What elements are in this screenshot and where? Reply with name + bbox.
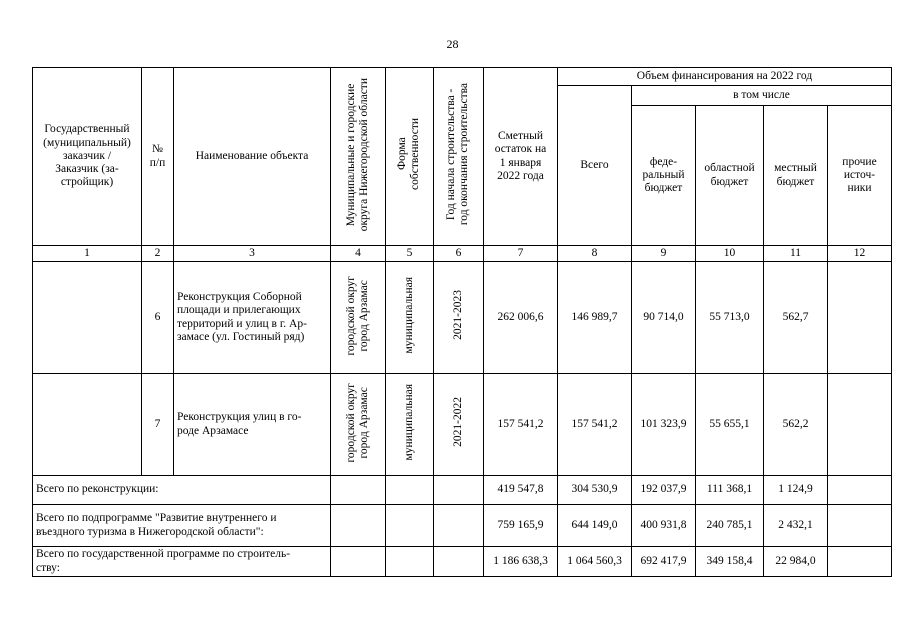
total-row [33,505,892,547]
col-number: 8 [558,246,632,262]
total-regional: 111 368,1 [696,476,764,505]
header-total: Всего [558,86,632,246]
cell-local: 562,2 [764,374,828,476]
cell-municipality: городской округ город Арзамас [331,374,386,476]
total-other [828,505,892,547]
total-federal: 192 037,9 [632,476,696,505]
total-total: 644 149,0 [558,505,632,547]
total-balance: 419 547,8 [484,476,558,505]
cell-ownership: муниципальная [386,262,434,374]
cell-total: 157 541,2 [558,374,632,476]
cell-num: 6 [142,262,174,374]
header-balance: Сметный остаток на 1 января 2022 года [484,68,558,246]
col-number: 5 [386,246,434,262]
col-number: 2 [142,246,174,262]
financing-table [32,67,892,577]
col-number: 7 [484,246,558,262]
header-num: № п/п [142,68,174,246]
cell-regional: 55 713,0 [696,262,764,374]
total-row [33,476,892,505]
total-total: 304 530,9 [558,476,632,505]
cell-object-name: Реконструкция улиц в го- роде Арзамасе [174,374,331,476]
cell-federal: 101 323,9 [632,374,696,476]
col-number: 9 [632,246,696,262]
total-row [33,547,892,577]
total-federal: 400 931,8 [632,505,696,547]
cell-years: 2021-2022 [434,374,484,476]
header-row [33,68,892,86]
col-number: 4 [331,246,386,262]
total-other [828,476,892,505]
cell-balance: 157 541,2 [484,374,558,476]
total-other [828,547,892,577]
header-incl: в том числе [632,86,892,106]
total-local: 1 124,9 [764,476,828,505]
cell-local: 562,7 [764,262,828,374]
header-regional: областной бюджет [696,106,764,246]
total-local: 22 984,0 [764,547,828,577]
cell-total: 146 989,7 [558,262,632,374]
col-number: 1 [33,246,142,262]
total-label: Всего по государственной программе по строитель- ству: [33,547,331,577]
header-local: местный бюджет [764,106,828,246]
cell-years: 2021-2023 [434,262,484,374]
total-balance: 1 186 638,3 [484,547,558,577]
page-number: 28 [446,37,459,51]
total-federal: 692 417,9 [632,547,696,577]
cell-other [828,262,892,374]
header-federal: феде- ральный бюджет [632,106,696,246]
cell-num: 7 [142,374,174,476]
total-local: 2 432,1 [764,505,828,547]
table-row [33,374,892,476]
col-number: 3 [174,246,331,262]
total-balance: 759 165,9 [484,505,558,547]
col-number: 12 [828,246,892,262]
total-total: 1 064 560,3 [558,547,632,577]
cell-ownership: муниципальная [386,374,434,476]
total-regional: 349 158,4 [696,547,764,577]
cell-other [828,374,892,476]
cell-regional: 55 655,1 [696,374,764,476]
cell-object-name: Реконструкция Соборной площади и прилегающих территорий и улиц в г. Ар- замасе (ул. Гостиный ряд) [174,262,331,374]
total-label: Всего по подпрограмме "Развитие внутреннего и въездного туризма в Нижегородской области": [33,505,331,547]
total-label: Всего по реконструкции: [33,476,331,505]
cell-customer [33,262,142,374]
col-number: 11 [764,246,828,262]
table-row [33,262,892,374]
col-number: 10 [696,246,764,262]
header-ownership: Форма собственности [386,68,434,246]
cell-customer [33,374,142,476]
header-years: Год начала строительства - год окончания строительства [434,68,484,246]
cell-federal: 90 714,0 [632,262,696,374]
cell-municipality: городской округ город Арзамас [331,262,386,374]
column-numbers-row [33,246,892,262]
header-name: Наименование объекта [174,68,331,246]
total-regional: 240 785,1 [696,505,764,547]
header-funding-group: Объем финансирования на 2022 год [558,68,892,86]
header-municipality: Муниципальные и городские округа Нижегородской области [331,68,386,246]
header-other: прочие источ- ники [828,106,892,246]
header-customer: Государственный (муниципальный) заказчик / Заказчик (за- стройщик) [33,68,142,246]
cell-balance: 262 006,6 [484,262,558,374]
col-number: 6 [434,246,484,262]
